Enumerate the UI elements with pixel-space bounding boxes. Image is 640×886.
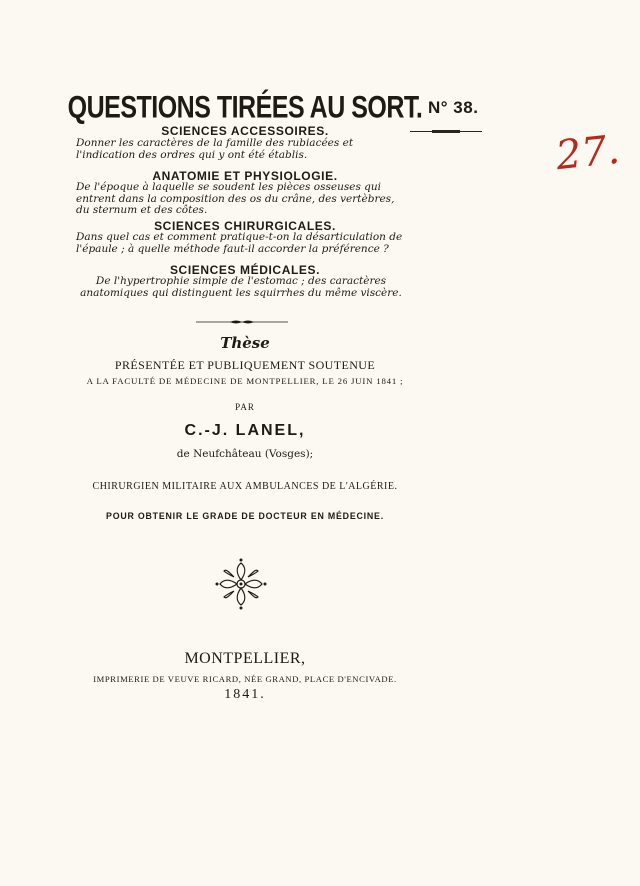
page-title: QUESTIONS TIRÉES AU SORT. (67, 90, 423, 125)
author-position: CHIRURGIEN MILITAIRE AUX AMBULANCES DE L'ALGÉRIE. (92, 481, 398, 492)
section-heading-chirurgicales: SCIENCES CHIRURGICALES. (154, 219, 336, 233)
question-chirurgicales: Dans quel cas et comment pratique-t-on la désarticulation de l'épaule ; à quelle méthode faut-il accorder la préférence ? (76, 231, 403, 255)
faculty-line: A LA FACULTÉ DE MÉDECINE DE MONTPELLIER, LE 26 JUIN 1841 ; (86, 376, 404, 386)
ornamental-rule (196, 319, 288, 325)
imprint-printer: IMPRIMERIE DE VEUVE RICARD, NÉE GRAND, PLACE D'ENCIVADE. (93, 674, 397, 684)
thesis-number: N° 38. (428, 98, 479, 117)
by-line: PAR (235, 402, 255, 412)
question-medicales: De l'hypertrophie simple de l'estomac ; des caractères anatomiques qui distinguent les squirrhes du même viscère. (80, 275, 402, 299)
section-heading-accessoires: SCIENCES ACCESSOIRES. (161, 124, 329, 138)
question-accessoires: Donner les caractères de la famille des rubiacées et l'indication des ordres qui y ont été établis. (76, 137, 354, 161)
these-title: Thèse (220, 334, 270, 352)
handwritten-annotation: 27. (553, 126, 622, 180)
section-heading-anatomie: ANATOMIE ET PHYSIOLOGIE. (152, 169, 338, 183)
fleuron-ornament-icon (214, 557, 268, 611)
question-anatomie: De l'époque à laquelle se soudent les pièces osseuses qui entrent dans la composition des os du crâne, des vertèbres, du sternum et des côtes. (76, 181, 395, 216)
imprint-city: MONTPELLIER, (184, 650, 306, 667)
presented-line: PRÉSENTÉE ET PUBLIQUEMENT SOUTENUE (114, 358, 376, 372)
author-origin: de Neufchâteau (Vosges); (176, 448, 314, 460)
section-heading-medicales: SCIENCES MÉDICALES. (169, 263, 321, 277)
author-name: C.-J. LANEL, (184, 422, 306, 439)
imprint-year: 1841. (224, 687, 266, 702)
degree-line: POUR OBTENIR LE GRADE DE DOCTEUR EN MÉDECINE. (106, 511, 384, 521)
